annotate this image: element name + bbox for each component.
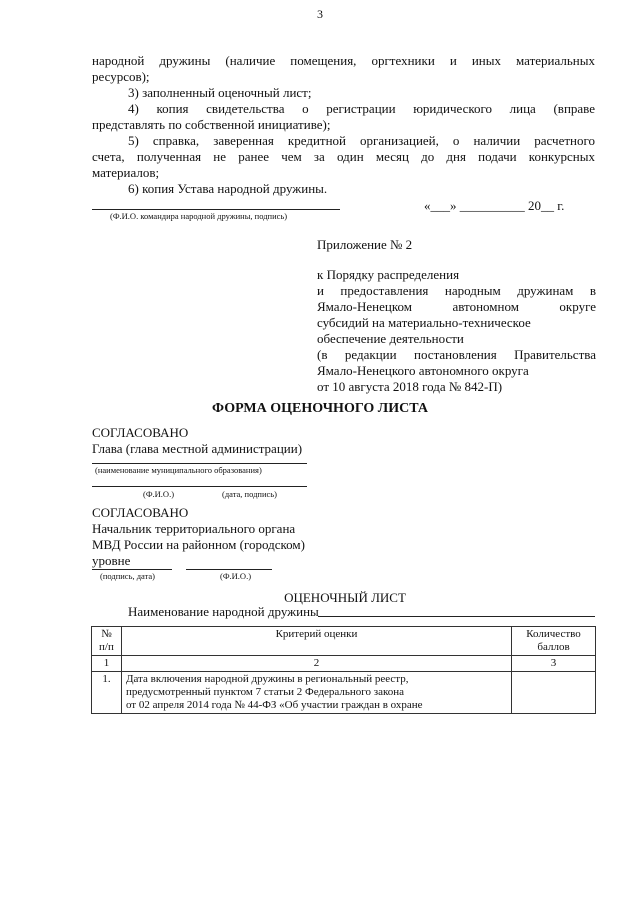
header-number-3: 3 (512, 656, 596, 672)
appendix-line2: и предоставления народным дружинам в (317, 283, 596, 298)
approval2-role-line3: уровне (92, 553, 131, 568)
approval1-caption-fio: (Ф.И.О.) (143, 489, 175, 499)
row-criterion-line1: Дата включения народной дружины в региональный реестр, (125, 673, 409, 685)
row-points (512, 672, 596, 714)
signature-date: «___» __________ 20__ г. (424, 198, 565, 213)
appendix-line5: обеспечение деятельности (317, 331, 464, 346)
form-title: ФОРМА ОЦЕНОЧНОГО ЛИСТА (212, 401, 428, 416)
signature-caption: (Ф.И.О. командира народной дружины, подпись) (110, 211, 288, 221)
list-item-4-line2: представлять по собственной инициативе); (92, 117, 331, 132)
approval1-caption-date: (дата, подпись) (222, 489, 278, 499)
row-criterion-line3: от 02 апреля 2014 года № 44-ФЗ «Об участии граждан в охране (125, 699, 423, 711)
criteria-table (91, 626, 596, 714)
signature-line (92, 209, 340, 210)
list-item-5-line2: счета, полученная не ранее чем за один месяц до дня подачи конкурсных (92, 149, 595, 164)
page-number: 3 (317, 7, 323, 21)
list-item-5-line1: 5) справка, заверенная кредитной организацией, о наличии расчетного (128, 133, 595, 148)
list-item-4-line1: 4) копия свидетельства о регистрации юридического лица (вправе (128, 101, 595, 116)
appendix-line3: Ямало-Ненецком автономном округе (317, 299, 596, 314)
approval2-caption-sign: (подпись, дата) (100, 571, 156, 581)
list-continuation-line1: народной дружины (наличие помещения, оргтехники и иных материальных (92, 53, 595, 68)
table-numbers-row (92, 656, 596, 672)
approval2-caption-fio: (Ф.И.О.) (220, 571, 252, 581)
header-num: № п/п (92, 627, 122, 656)
row-criterion-line2: предусмотренный пунктом 7 статьи 2 Федерального закона (125, 686, 405, 698)
appendix-line4: субсидий на материально-техническое (317, 315, 531, 330)
approval1-caption1: (наименование муниципального образования) (95, 465, 262, 475)
appendix-title: Приложение № 2 (317, 237, 413, 252)
approval1-heading: СОГЛАСОВАНО (92, 425, 189, 440)
row-criterion (121, 672, 511, 714)
list-continuation-line2: ресурсов); (92, 69, 150, 84)
header-points: Количество баллов (512, 627, 596, 656)
approval1-line1 (92, 463, 307, 464)
approval2-line-fio (186, 569, 272, 570)
header-criterion: Критерий оценки (121, 627, 511, 656)
table-header-row (92, 627, 596, 656)
row-num: 1. (92, 672, 122, 714)
approval1-role: Глава (глава местной администрации) (92, 441, 303, 456)
table-row (92, 672, 596, 714)
sheet-name-line (318, 616, 595, 617)
approval2-heading: СОГЛАСОВАНО (92, 505, 189, 520)
approval2-role-line1: Начальник территориального органа (92, 521, 296, 536)
appendix-line1: к Порядку распределения (317, 267, 460, 282)
list-item-6: 6) копия Устава народной дружины. (128, 181, 328, 196)
header-number-2: 2 (121, 656, 511, 672)
sheet-name-label: Наименование народной дружины (128, 604, 319, 619)
appendix-line8: от 10 августа 2018 года № 842-П) (317, 379, 503, 394)
approval2-role-line2: МВД России на районном (городском) (92, 537, 305, 552)
header-number-1: 1 (92, 656, 122, 672)
appendix-line7: Ямало-Ненецкого автономного округа (317, 363, 529, 378)
appendix-line6: (в редакции постановления Правительства (317, 347, 596, 362)
list-item-5-line3: материалов; (92, 165, 160, 180)
sheet-title: ОЦЕНОЧНЫЙ ЛИСТ (284, 590, 406, 605)
list-item-3: 3) заполненный оценочный лист; (128, 85, 312, 100)
approval2-line-sign (92, 569, 172, 570)
approval1-line2 (92, 486, 307, 487)
